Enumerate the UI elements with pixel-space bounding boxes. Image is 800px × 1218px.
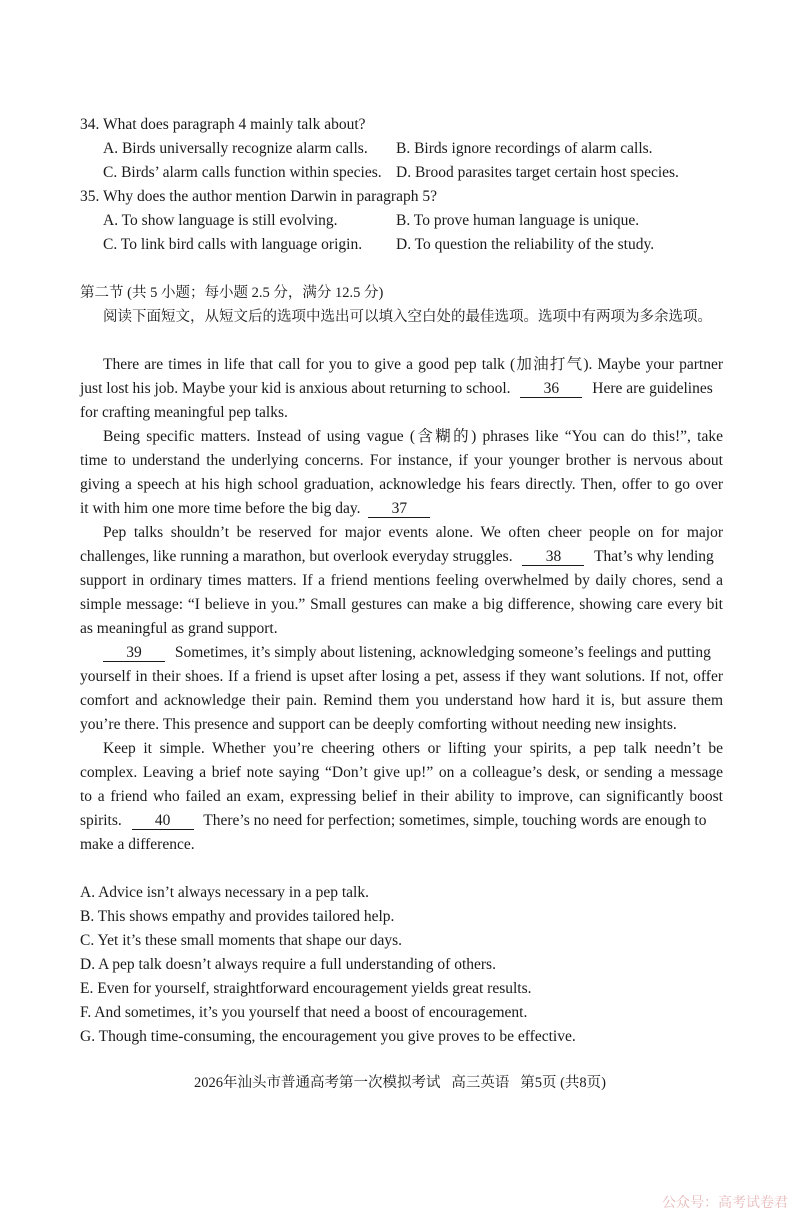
blank-39: 39 (103, 644, 165, 662)
passage-p4-line2: yourself in their shoes. If a friend is upset after losing a pet, assess if they want solutions. If not, offer (80, 668, 723, 685)
passage-p1-line3: for crafting meaningful pep talks. (80, 404, 288, 421)
passage-p3-line3: support in ordinary times matters. If a friend mentions feeling overwhelmed by daily chores, send a (80, 572, 723, 589)
passage-text: There’s no need for perfection; sometimes, simple, touching words are enough to (203, 812, 707, 829)
passage-p4-line3: comfort and acknowledge their pain. Remind them you understand how hard it is, but assure them (80, 692, 723, 709)
passage-text: Sometimes, it’s simply about listening, acknowledging someone’s feelings and putting (174, 644, 711, 661)
section-heading: 第二节 (共 5 小题；每小题 2.5 分，满分 12.5 分) (80, 285, 384, 301)
passage-p2-line4 (80, 499, 430, 519)
passage-p5-line3: to a friend who failed an exam, expressing belief in their ability to improve, can significantly boost (80, 788, 723, 805)
question-35-option-c: C. To link bird calls with language origin. (103, 236, 363, 253)
choice-c: C. Yet it’s these small moments that shape our days. (80, 932, 403, 949)
passage-p5-line2: complex. Leaving a brief note saying “Don’t give up!” on a colleague’s desk, or sending a message (80, 764, 723, 781)
question-34-option-a: A. Birds universally recognize alarm calls. (103, 140, 368, 157)
choice-b: B. This shows empathy and provides tailored help. (80, 908, 395, 925)
page-footer: 2026年汕头市普通高考第一次模拟考试 高三英语 第5页 (共8页) (193, 1075, 607, 1091)
question-34-stem: 34. What does paragraph 4 mainly talk about? (80, 116, 366, 133)
passage-text: it with him one more time before the big day. (80, 500, 361, 517)
passage-p3-line1: Pep talks shouldn’t be reserved for major events alone. We often cheer people on for major (103, 524, 723, 541)
question-34-option-c: C. Birds’ alarm calls function within species. (103, 164, 382, 181)
choice-a: A. Advice isn’t always necessary in a pep talk. (80, 884, 369, 901)
question-34-option-b: B. Birds ignore recordings of alarm calls. (396, 140, 653, 157)
question-34-option-d: D. Brood parasites target certain host species. (396, 164, 679, 181)
blank-38: 38 (522, 548, 584, 566)
question-35-option-d: D. To question the reliability of the study. (396, 236, 655, 253)
passage-p5-line4 (80, 811, 723, 831)
passage-p2-line2: time to understand the underlying concerns. For instance, if your younger brother is nervous about (80, 452, 723, 469)
choice-g: G. Though time-consuming, the encouragement you give proves to be effective. (80, 1028, 576, 1045)
passage-p3-line4: simple message: “I believe in you.” Small gestures can make a big difference, showing care every bit (80, 596, 723, 613)
passage-text: spirits. (80, 812, 122, 829)
passage-p1-line2 (80, 379, 723, 399)
blank-36: 36 (520, 380, 582, 398)
passage-text: That’s why lending (594, 548, 714, 565)
choice-f: F. And sometimes, it’s you yourself that need a boost of encouragement. (80, 1004, 528, 1021)
blank-40: 40 (132, 812, 194, 830)
passage-text: Here are guidelines (592, 380, 713, 397)
passage-p5-line1: Keep it simple. Whether you’re cheering others or lifting your spirits, a pep talk needn’t be (103, 740, 723, 757)
question-35-option-a: A. To show language is still evolving. (103, 212, 338, 229)
passage-text: challenges, like running a marathon, but overlook everyday struggles. (80, 548, 513, 565)
question-35-option-b: B. To prove human language is unique. (396, 212, 640, 229)
passage-p3-line5: as meaningful as grand support. (80, 620, 278, 637)
passage-p4-line4: you’re there. This presence and support can be deeply comforting without needing new insights. (80, 716, 677, 733)
passage-p1-line1: There are times in life that call for you to give a good pep talk (加油打气). Maybe your partner (103, 356, 723, 373)
choice-e: E. Even for yourself, straightforward encouragement yields great results. (80, 980, 532, 997)
section-instruction: 阅读下面短文，从短文后的选项中选出可以填入空白处的最佳选项。选项中有两项为多余选项。 (103, 309, 712, 325)
choice-d: D. A pep talk doesn’t always require a full understanding of others. (80, 956, 496, 973)
passage-p2-line1: Being specific matters. Instead of using vague (含糊的) phrases like “You can do this!”, take (103, 428, 723, 445)
blank-37: 37 (368, 500, 430, 518)
question-35-stem: 35. Why does the author mention Darwin in paragraph 5? (80, 188, 437, 205)
passage-p2-line3: giving a speech at his high school graduation, acknowledge his fears directly. Then, offer to go over (80, 476, 723, 493)
watermark: 公众号：高考试卷君 (662, 1195, 788, 1211)
passage-text: just lost his job. Maybe your kid is anxious about returning to school. (80, 380, 511, 397)
passage-p5-line5: make a difference. (80, 836, 195, 853)
passage-p3-line2 (80, 547, 723, 567)
passage-p4-line1 (103, 643, 723, 663)
